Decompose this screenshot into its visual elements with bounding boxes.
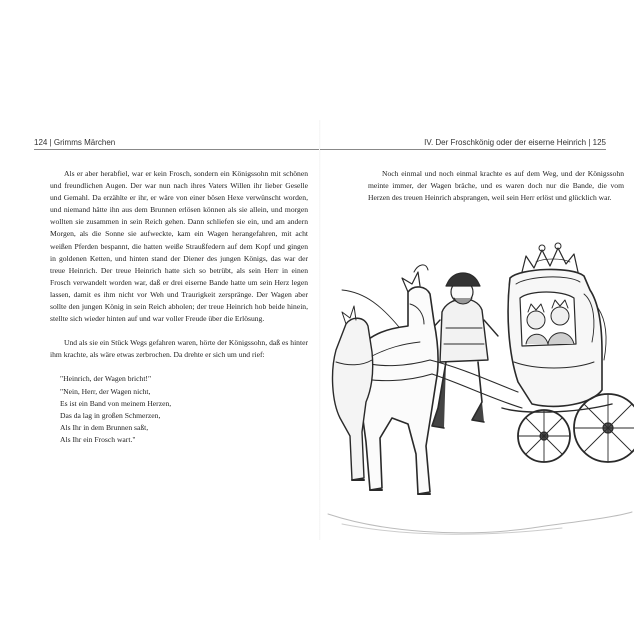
left-body-text [50, 168, 308, 446]
left-paragraph-1: Als er aber herabfiel, war er kein Frosch, sondern ein Königssohn mit schönen und freundlichen Augen. Der war nun nach ihres Vaters Willen ihr lieber Geselle und Gemahl. Da erzählte er ihr, er wäre von einer bösen Hexe verwünscht worden, und niemand hätte ihn aus dem Brunnen erlösen können als sie allein, und morgen wollten sie zusammen in sein Reich gehen. Dann schliefen sie ein, und am andern Morgen, als die Sonne sie aufweckte, kam ein Wagen herangefahren, mit acht weißen Pferden bespannt, die hatten weiße Straußfedern auf dem Kopf und gingen in goldenen Ketten, und hinten stand der Diener des jungen Königs, das war der treue Heinrich. Der treue Heinrich hatte sich so betrübt, als sein Herr in einen Frosch verwandelt worden war, daß er drei eiserne Bande hatte um sein Herz legen lassen, damit es ihm nicht vor Weh und Traurigkeit zerspränge. Der Wagen aber sollte den jungen König in sein Reich abholen; der treue Heinrich hob beide hinein, stellte sich wieder hinten auf und war voller Freude über die Erlösung. [50, 169, 308, 324]
poem-line: Als Ihr ein Frosch wart." [60, 434, 136, 444]
right-paragraph-1: Noch einmal und noch einmal krachte es auf dem Weg, und der Königssohn meinte immer, der Wagen bräche, und es waren doch nur die Bande, die vom Herzen des treuen Heinrich absprangen, weil sein Herr erlöst und glücklich war. [368, 169, 624, 203]
carriage-illustration [322, 232, 634, 542]
left-running-header: 124 | Grimms Märchen [34, 138, 116, 147]
left-header-rule [34, 149, 320, 150]
poem-line: "Heinrich, der Wagen bricht!" [60, 374, 152, 384]
right-body-text [368, 168, 624, 204]
right-header-rule [320, 149, 606, 150]
poem-block [60, 373, 308, 446]
poem-line: Das da lag in großen Schmerzen, [60, 410, 161, 420]
left-paragraph-2: Und als sie ein Stück Wegs gefahren waren, hörte der Königssohn, daß es hinter ihm krachte, als wäre etwas zerbrochen. Da drehte er sich um und rief: [50, 338, 308, 360]
right-page [320, 0, 640, 640]
poem-line: "Nein, Herr, der Wagen nicht, [60, 386, 151, 396]
poem-line: Es ist ein Band von meinem Herzen, [60, 398, 172, 408]
right-running-header: IV. Der Froschkönig oder der eiserne Heinrich | 125 [424, 138, 606, 147]
poem-line: Als Ihr in dem Brunnen saßt, [60, 422, 149, 432]
